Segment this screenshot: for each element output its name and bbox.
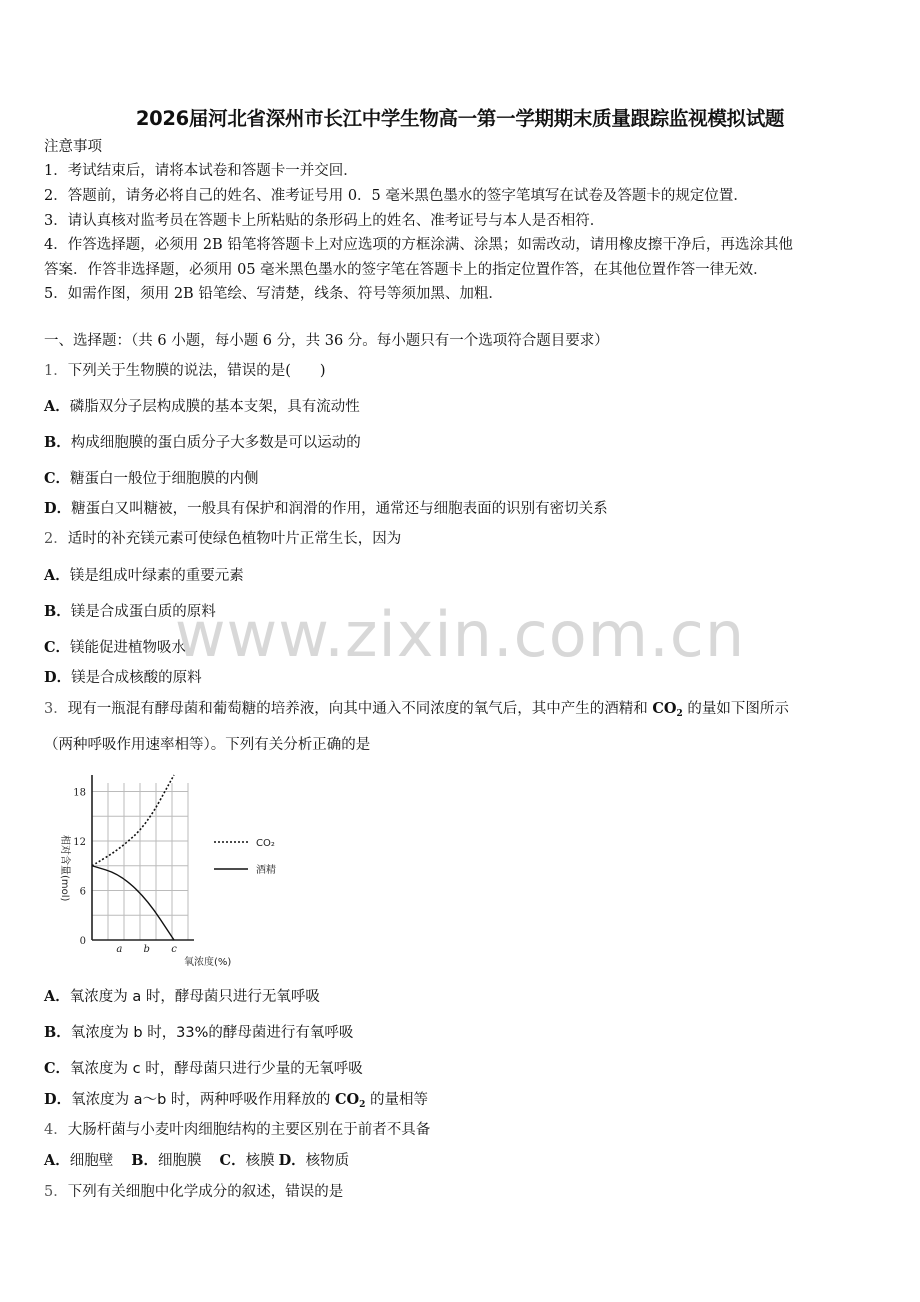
option-label: A．: [44, 988, 70, 1005]
question-number: 3．: [44, 701, 68, 717]
option-label: B．: [44, 603, 71, 620]
q4-options: [44, 1152, 349, 1170]
x-axis-label: 氧浓度(%): [184, 957, 232, 968]
option-label: D．: [44, 669, 72, 686]
question-stem: 下列有关细胞中化学成分的叙述，错误的是: [67, 1184, 344, 1200]
x-tick-label: a: [116, 944, 123, 955]
option-text: 核膜: [245, 1153, 275, 1169]
notice-item: 答案．作答非选择题，必须用 05 毫米黑色墨水的签字笔在答题卡上的指定位置作答，在其他位置作答一律无效．: [44, 262, 768, 278]
option-text: 氧浓度为 a 时，酵母菌只进行无氧呼吸: [69, 989, 320, 1005]
question-stem: 现有一瓶混有酵母菌和葡萄糖的培养液，向其中通入不同浓度的氧气后，其中产生的酒精和: [67, 701, 653, 717]
co2-formula: CO: [335, 1091, 360, 1108]
notice-heading: 注意事项: [44, 139, 102, 155]
option-text: 糖蛋白又叫糖被，一般具有保护和润滑的作用，通常还与细胞表面的识别有密切关系: [71, 501, 608, 517]
y-tick-label: 0: [79, 936, 86, 947]
option-label: C．: [44, 1060, 71, 1077]
legend-label: 酒精: [256, 865, 276, 876]
question-2: [44, 530, 401, 548]
option-text: 镁是组成叶绿素的重要元素: [69, 568, 244, 584]
option-text: 镁能促进植物吸水: [70, 640, 187, 656]
q3-option-c: [44, 1060, 363, 1078]
question-stem: 大肠杆菌与小麦叶肉细胞结构的主要区别在于前者不具备: [67, 1122, 431, 1138]
option-label: B．: [131, 1152, 159, 1169]
question-3: [44, 700, 789, 723]
option-label: C．: [44, 470, 71, 487]
question-number: 4．: [44, 1122, 68, 1138]
question-number: 5．: [44, 1184, 68, 1200]
option-label: B．: [44, 434, 71, 451]
q1-option-d: [44, 500, 608, 518]
section-heading: 一、选择题：（共 6 小题，每小题 6 分，共 36 分。每小题只有一个选项符合题目要求）: [44, 333, 609, 349]
option-text: 细胞膜: [158, 1153, 202, 1169]
y-tick-label: 12: [73, 837, 86, 848]
co2-formula: CO: [652, 700, 677, 717]
question-number: 2．: [44, 531, 68, 547]
co2-subscript: 2: [359, 1100, 366, 1110]
x-tick-label: b: [143, 944, 150, 955]
question-stem: 适时的补充镁元素可使绿色植物叶片正常生长，因为: [67, 531, 402, 547]
option-label: A．: [44, 398, 70, 415]
oxygen-chart: [44, 765, 304, 975]
q1-option-b: [44, 434, 361, 452]
question-5: [44, 1183, 343, 1201]
q2-option-a: [44, 567, 244, 585]
y-tick-label: 6: [79, 886, 86, 898]
watermark: www.zixin.com.cn: [174, 598, 746, 671]
q3-option-a: [44, 988, 320, 1006]
option-label: D．: [44, 500, 72, 517]
question-4: [44, 1121, 430, 1139]
q3-option-d: [44, 1091, 428, 1114]
x-tick-label: c: [171, 944, 177, 955]
question-number: 1．: [44, 363, 68, 379]
option-text: 镁是合成核酸的原料: [71, 670, 202, 686]
option-text: 氧浓度为 a～b 时，两种呼吸作用释放的: [71, 1092, 335, 1108]
co2-subscript: 2: [676, 709, 683, 719]
option-label: D．: [44, 1091, 72, 1108]
option-text: 磷脂双分子层构成膜的基本支架，具有流动性: [69, 399, 360, 415]
option-text: 构成细胞膜的蛋白质分子大多数是可以运动的: [70, 435, 361, 451]
notice-item: 5．如需作图，须用 2B 铅笔绘、写清楚，线条、符号等须加黑、加粗．: [44, 286, 503, 302]
option-label: A．: [44, 1152, 70, 1169]
y-tick-label: 18: [73, 787, 86, 799]
q3-option-b: [44, 1024, 353, 1042]
page-title: 2026届河北省深州市长江中学生物高一第一学期期末质量跟踪监视模拟试题: [135, 107, 785, 130]
option-text: 镁是合成蛋白质的原料: [70, 604, 216, 620]
notice-item: 4．作答选择题，必须用 2B 铅笔将答题卡上对应选项的方框涂满、涂黑；如需改动，请用橡皮擦干净后，再选涂其他: [44, 237, 793, 253]
co2-series-line: [92, 775, 174, 866]
notice-item: 1．考试结束后，请将本试卷和答题卡一并交回．: [44, 163, 358, 179]
option-label: C．: [44, 639, 71, 656]
q2-option-d: [44, 669, 202, 687]
option-label: B．: [44, 1024, 71, 1041]
option-text: 核物质: [305, 1153, 350, 1169]
q1-option-a: [44, 398, 360, 416]
question-1: [44, 362, 326, 380]
legend-label: CO₂: [256, 838, 275, 849]
option-text: 氧浓度为 c 时，酵母菌只进行少量的无氧呼吸: [70, 1061, 363, 1077]
question-stem: 的量如下图所示: [682, 701, 789, 717]
option-label: C．: [219, 1152, 246, 1169]
option-label: A．: [44, 567, 70, 584]
question-3-continued: （两种呼吸作用速率相等）。下列有关分析正确的是: [44, 737, 371, 753]
question-stem: 下列关于生物膜的说法，错误的是( ): [67, 363, 326, 379]
option-text: 糖蛋白一般位于细胞膜的内侧: [70, 471, 259, 487]
notice-item: 3．请认真核对监考员在答题卡上所粘贴的条形码上的姓名、准考证号与本人是否相符．: [44, 213, 605, 229]
option-text: 细胞壁: [69, 1153, 114, 1169]
q1-option-c: [44, 470, 259, 488]
y-axis-label: 相对含量(mol): [59, 835, 70, 902]
option-label: D．: [278, 1152, 306, 1169]
option-text: 的量相等: [365, 1092, 429, 1108]
notice-item: 2．答题前，请务必将自己的姓名、准考证号用 0．5 毫米黑色墨水的签字笔填写在试卷及答题卡的规定位置．: [44, 188, 748, 204]
option-text: 氧浓度为 b 时，33%的酵母菌进行有氧呼吸: [70, 1025, 354, 1041]
alcohol-series-line: [92, 866, 174, 940]
